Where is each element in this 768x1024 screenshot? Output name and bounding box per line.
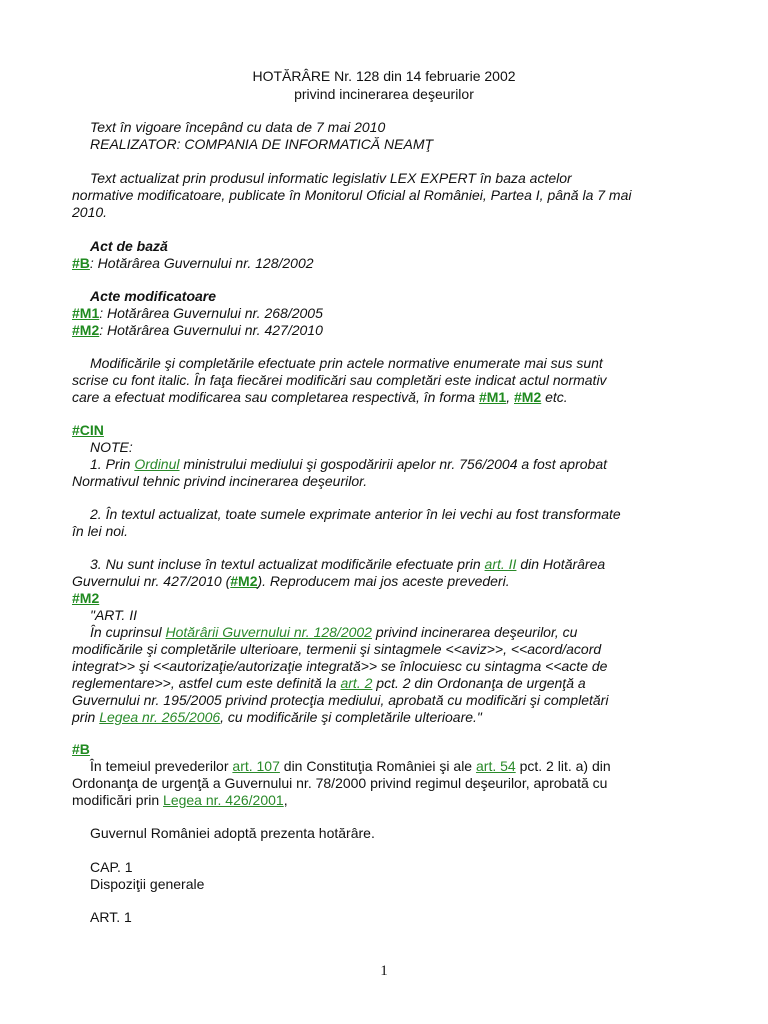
preamble-line: Ordonanţa de urgenţă a Guvernului nr. 78/2000 privind regimul deşeurilor, aprobată cu (72, 775, 608, 791)
note-3 (90, 556, 605, 573)
preamble-text: , (283, 792, 288, 808)
modifying-act-entry (72, 305, 323, 322)
tag-b-link[interactable]: #B (72, 255, 90, 271)
note-3-cont (72, 573, 510, 590)
note-text: ). Reproducem mai jos aceste prevederi. (257, 573, 510, 589)
italic-note-text: etc. (541, 389, 568, 405)
m2-paragraph-line: Guvernului nr. 195/2005 privind protecţia mediului, aprobată cu modificări şi completări (72, 692, 609, 708)
legea-265-2006-link[interactable]: Legea nr. 265/2006 (99, 709, 221, 725)
update-note-line: 2010. (72, 204, 108, 220)
preamble-text: În temeiul prevederilor (90, 758, 233, 774)
note-text: 3. Nu sunt incluse în textul actualizat modificările efectuate prin (90, 556, 485, 572)
tag-cin-link[interactable]: #CIN (72, 422, 104, 438)
preamble-text: pct. 2 lit. a) din (515, 758, 611, 774)
page-number: 1 (380, 963, 388, 979)
tag-m2-link[interactable]: #M2 (72, 322, 100, 338)
note-2: 2. În textul actualizat, toate sumele exprimate anterior în lei vechi au fost transformate (90, 506, 621, 522)
art-107-link[interactable]: art. 107 (232, 758, 280, 774)
base-act-entry (72, 255, 314, 272)
cin-section (72, 422, 104, 439)
chapter-title: Dispoziţii generale (90, 876, 205, 892)
tag-m2-link[interactable]: #M2 (230, 573, 258, 589)
modifying-act-text: : Hotărârea Guvernului nr. 427/2010 (99, 322, 323, 338)
note-text: ministrului mediului şi gospodăririi apelor nr. 756/2004 a fost aprobat (179, 456, 607, 472)
note-text: 1. Prin (90, 456, 135, 472)
tag-b-link[interactable]: #B (72, 741, 90, 757)
note-2-cont: în lei noi. (72, 523, 129, 539)
hg-128-2002-link[interactable]: Hotărârii Guvernului nr. 128/2002 (165, 624, 372, 640)
preamble-line (72, 792, 288, 809)
art-2-link[interactable]: art. 2 (340, 675, 373, 691)
separator: , (506, 389, 514, 405)
italic-note-text: care a efectuat modificarea sau completarea respectivă, în forma (72, 389, 479, 405)
notes-label: NOTE: (90, 439, 133, 455)
m2-paragraph-line (72, 675, 586, 692)
modifying-act-entry (72, 322, 323, 339)
m2-text: reglementare>>, astfel cum este definită la (72, 675, 341, 691)
ordinul-link[interactable]: Ordinul (134, 456, 180, 472)
m2-text: , cu modificările şi completările ulterioare." (220, 709, 482, 725)
preamble-text: din Constituţia României şi ale (279, 758, 476, 774)
tag-m1-link[interactable]: #M1 (72, 305, 100, 321)
m2-section (72, 590, 99, 607)
modifying-acts-heading: Acte modificatoare (90, 288, 217, 304)
chapter-number: CAP. 1 (90, 859, 133, 875)
note-text: Guvernului nr. 427/2010 ( (72, 573, 231, 589)
m2-paragraph-line (90, 624, 577, 641)
tag-m2-link[interactable]: #M2 (72, 590, 100, 606)
b-section (72, 741, 90, 758)
article-number: ART. 1 (90, 909, 132, 925)
m2-paragraph-line (72, 709, 482, 726)
art-ii-heading: "ART. II (90, 607, 137, 623)
adoption-statement: Guvernul României adoptă prezenta hotărâre. (90, 825, 375, 841)
italic-note-line: Modificările şi completările efectuate prin actele normative enumerate mai sus sunt (90, 355, 603, 371)
note-1-cont: Normativul tehnic privind incinerarea deşeurilor. (72, 473, 368, 489)
m2-paragraph-line: integrat>> şi <<autorizaţie/autorizaţie integrată>> se înlocuiesc cu sintagma <<acte de (72, 658, 608, 674)
m2-text: privind incinerarea deşeurilor, cu (371, 624, 578, 640)
art-ii-link[interactable]: art. II (484, 556, 517, 572)
update-note-line: normative modificatoare, publicate în Monitorul Oficial al României, Partea I, până la 7 mai (72, 187, 632, 203)
note-text: din Hotărârea (516, 556, 606, 572)
document-subtitle: privind incinerarea deşeurilor (294, 86, 474, 102)
m2-text: În cuprinsul (90, 624, 166, 640)
legea-426-2001-link[interactable]: Legea nr. 426/2001 (163, 792, 284, 808)
preamble-text: modificări prin (72, 792, 164, 808)
document-title: HOTĂRÂRE Nr. 128 din 14 februarie 2002 (252, 68, 516, 84)
art-54-link[interactable]: art. 54 (476, 758, 516, 774)
update-note-line: Text actualizat prin produsul informatic legislativ LEX EXPERT în baza actelor (90, 170, 572, 186)
italic-note-line (72, 389, 568, 406)
validity-note: Text în vigoare începând cu data de 7 mai 2010 (90, 119, 386, 135)
m2-paragraph-line: modificările şi completările ulterioare, termenii şi sintagmele <<aviz>>, <<acord/acord (72, 641, 602, 657)
note-1 (90, 456, 607, 473)
tag-m2-link[interactable]: #M2 (514, 389, 542, 405)
base-act-heading: Act de bază (90, 238, 168, 254)
italic-note-line: scrise cu font italic. În faţa fiecărei modificări sau completări este indicat actul normativ (72, 372, 607, 388)
preamble-line (90, 758, 611, 775)
m2-text: pct. 2 din Ordonanţa de urgenţă a (372, 675, 586, 691)
producer-note: REALIZATOR: COMPANIA DE INFORMATICĂ NEAMŢ (90, 136, 434, 152)
tag-m1-link[interactable]: #M1 (478, 389, 507, 405)
modifying-act-text: : Hotărârea Guvernului nr. 268/2005 (99, 305, 323, 321)
m2-text: prin (72, 709, 100, 725)
base-act-text: : Hotărârea Guvernului nr. 128/2002 (89, 255, 314, 271)
